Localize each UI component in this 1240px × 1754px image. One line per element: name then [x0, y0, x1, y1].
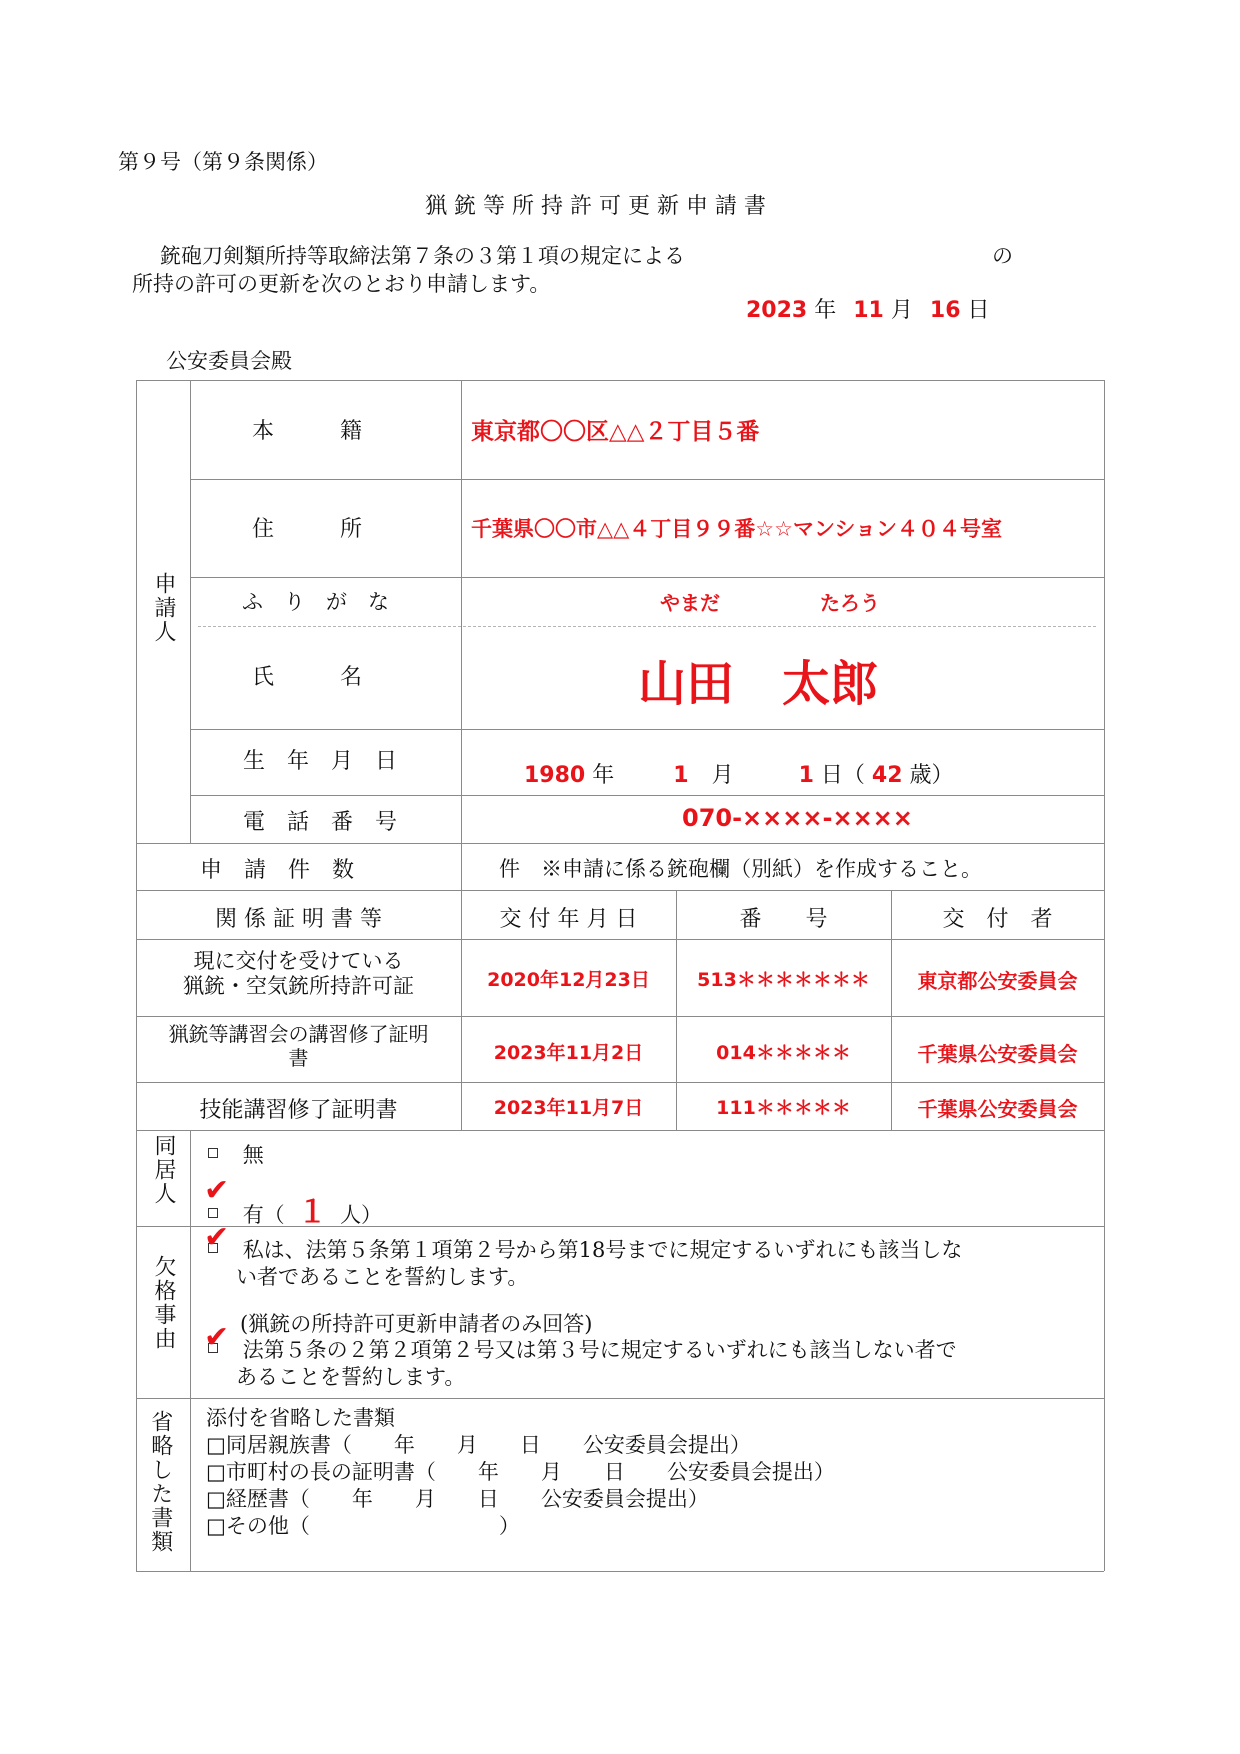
cert-row-3-issuer: 千葉県公安委員会 — [917, 1097, 1078, 1121]
cohabitants-yes-option[interactable] — [208, 1187, 382, 1231]
birth-year-label: 年 — [592, 763, 615, 788]
cert-header-issuer: 交 付 者 — [942, 907, 1053, 932]
address-value: 千葉県〇〇市△△４丁目９９番☆☆マンション４０４号室 — [471, 517, 1003, 541]
cohabitants-none-option[interactable] — [208, 1139, 264, 1169]
intro-line-2: 所持の許可の更新を次のとおり申請します。 — [132, 272, 551, 296]
intro-line-1: 銃砲刀剣類所持等取締法第７条の３第１項の規定による — [160, 244, 685, 268]
omitted-item-4[interactable]: □その他（ ） — [206, 1514, 520, 1538]
cert-row-2-number: 014＊＊＊＊＊ — [716, 1042, 851, 1064]
cohabitants-label: 同居人 — [151, 1134, 176, 1206]
omitted-item-1[interactable]: □同居親族書（ 年 月 日 公安委員会提出） — [206, 1433, 751, 1457]
cohabitants-count-suffix: 人） — [340, 1203, 383, 1227]
birth-day-label: 日（ — [820, 763, 865, 788]
phone-label: 電 話 番 号 — [243, 810, 398, 835]
cert-row-1-number: 513＊＊＊＊＊＊＊ — [697, 969, 870, 991]
check-mark-icon: ✔ — [204, 1220, 230, 1255]
cert-row-1-issuer: 東京都公安委員会 — [917, 969, 1078, 993]
phone-value: 070-××××-×××× — [682, 804, 913, 832]
address-label: 住 所 — [252, 517, 363, 542]
cert-header-number: 番 号 — [739, 907, 828, 932]
honseki-label: 本 籍 — [252, 419, 363, 444]
document-title: 猟 銃 等 所 持 許 可 更 新 申 請 書 — [425, 194, 766, 219]
birth-value — [524, 758, 954, 789]
pledge-2[interactable] — [208, 1334, 957, 1364]
cert-row-3-name: 技能講習修了証明書 — [199, 1098, 398, 1123]
furigana-family: やまだ — [660, 591, 720, 615]
application-date — [746, 293, 990, 324]
cert-row-2-name: 猟銃等講習会の講習修了証明 書 — [168, 1022, 429, 1070]
birth-age: 42 — [871, 763, 903, 788]
cohabitants-none-label: 無 — [242, 1143, 264, 1167]
cert-row-1-date: 2020年12月23日 — [487, 969, 650, 991]
date-year-label: 年 — [814, 298, 837, 323]
date-day-label: 日 — [967, 298, 990, 323]
applicant-section-label: 申請人 — [151, 572, 176, 644]
omitted-item-2[interactable]: □市町村の長の証明書（ 年 月 日 公安委員会提出） — [206, 1460, 835, 1484]
date-month: 11 — [853, 298, 884, 323]
disqualification-label: 欠格事由 — [151, 1255, 176, 1351]
form-number: 第９号（第９条関係） — [118, 150, 328, 174]
applications-value: 件 ※申請に係る銃砲欄（別紙）を作成すること。 — [499, 857, 982, 881]
furigana-label: ふ り が な — [242, 590, 389, 614]
cert-row-2-issuer: 千葉県公安委員会 — [917, 1042, 1078, 1066]
cert-row-3-date: 2023年11月7日 — [493, 1097, 644, 1119]
cert-header-name: 関 係 証 明 書 等 — [215, 907, 382, 932]
addressee: 公安委員会殿 — [166, 349, 292, 373]
cert-row-2-date: 2023年11月2日 — [493, 1042, 644, 1064]
date-month-label: 月 — [890, 298, 913, 323]
cert-row-3-number: 111＊＊＊＊＊ — [716, 1097, 851, 1119]
pledge-2-continued: あることを誓約します。 — [236, 1365, 466, 1389]
check-mark-icon: ✔ — [204, 1173, 230, 1208]
furigana-given: たろう — [820, 591, 880, 615]
applicant-name: 山田 太郎 — [638, 656, 879, 712]
check-mark-icon: ✔ — [204, 1320, 230, 1355]
checkbox-none[interactable] — [208, 1148, 218, 1158]
omitted-item-3[interactable]: □経歴書（ 年 月 日 公安委員会提出） — [206, 1487, 709, 1511]
birth-month-label: 月 — [711, 763, 734, 788]
cert-header-date: 交 付 年 月 日 — [499, 907, 638, 932]
date-day: 16 — [929, 298, 961, 323]
birth-label: 生 年 月 日 — [243, 749, 398, 774]
omitted-title: 添付を省略した書類 — [206, 1406, 395, 1430]
pledge-note: (猟銃の所持許可更新申請者のみ回答) — [240, 1312, 593, 1336]
applications-label: 申 請 件 数 — [200, 858, 355, 883]
pledge-1-continued: い者であることを誓約します。 — [236, 1265, 529, 1289]
pledge-2-text: 法第５条の２第２項第２号又は第３号に規定するいずれにも該当しない者で — [242, 1338, 957, 1362]
intro-no: の — [992, 244, 1013, 268]
cohabitants-yes-label: 有（ — [242, 1203, 285, 1227]
name-label: 氏 名 — [252, 665, 363, 690]
birth-age-label: 歳） — [909, 763, 954, 788]
pledge-1-text: 私は、法第５条第１項第２号から第18号までに規定するいずれにも該当しな — [242, 1238, 963, 1262]
birth-month: 1 — [673, 763, 689, 788]
omitted-label: 省略した書類 — [147, 1410, 173, 1554]
honseki-value: 東京都〇〇区△△２丁目５番 — [471, 419, 760, 445]
checkbox-yes[interactable] — [208, 1208, 218, 1218]
pledge-1[interactable] — [208, 1234, 962, 1264]
cohabitants-count: １ — [297, 1195, 328, 1230]
cert-row-1-name: 現に交付を受けている 猟銃・空気銃所持許可証 — [183, 949, 414, 998]
birth-year: 1980 — [524, 763, 586, 788]
birth-day: 1 — [798, 763, 814, 788]
date-year: 2023 — [746, 298, 808, 323]
